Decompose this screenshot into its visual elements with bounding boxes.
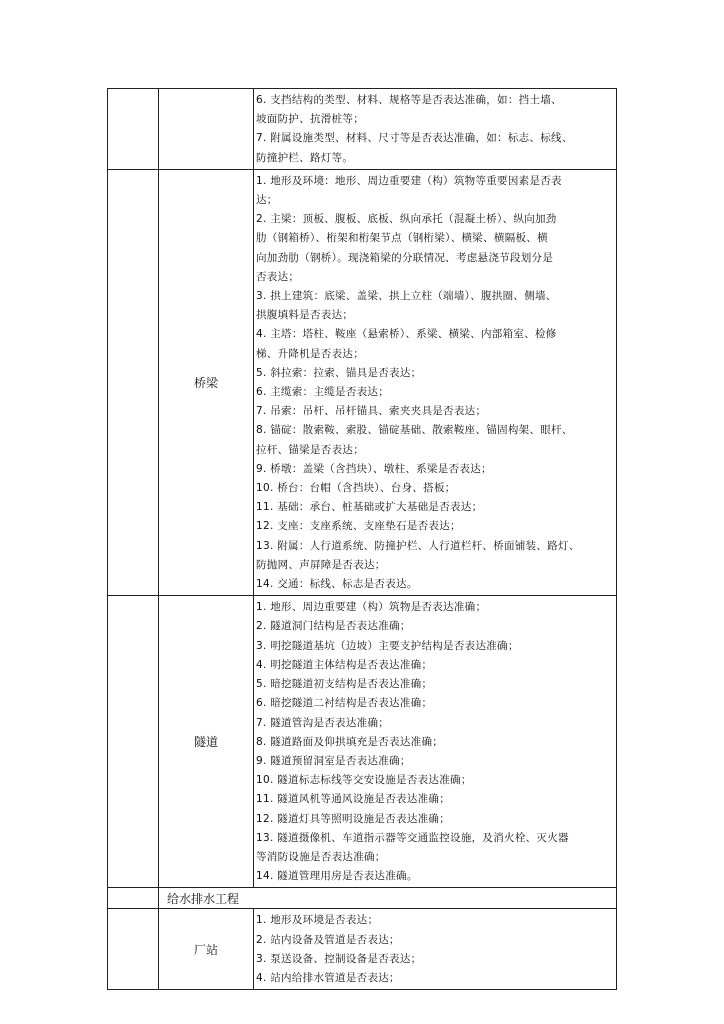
category-cell-station: 厂站 bbox=[159, 909, 254, 990]
empty-cell bbox=[108, 888, 159, 909]
criteria-cell bbox=[254, 596, 617, 888]
criteria-line: 1. 地形及环境是否表达； bbox=[256, 914, 379, 927]
criteria-line: 14. 交通：标线、标志是否表达。 bbox=[256, 578, 418, 591]
criteria-line: 2. 主梁：顶板、腹板、底板、纵向承托（混凝土桥）、纵向加劲 bbox=[256, 213, 557, 226]
criteria-line: 13. 附属：人行道系统、防撞护栏、人行道栏杆、桥面铺装、路灯、 bbox=[256, 539, 580, 552]
category-cell-bridge: 桥梁 bbox=[159, 169, 254, 595]
criteria-line: 向加劲肋（钢桥）。现浇箱梁的分联情况、考虑悬浇节段划分是 bbox=[256, 251, 554, 264]
criteria-line: 11. 基础：承台、桩基础或扩大基础是否表达； bbox=[256, 501, 483, 514]
criteria-line: 达； bbox=[256, 194, 278, 207]
criteria-line: 6. 支挡结构的类型、材料、规格等是否表达准确，如：挡土墙、 bbox=[256, 94, 562, 106]
review-criteria-table bbox=[107, 88, 617, 990]
criteria-line: 12. 支座：支座系统、支座垫石是否表达； bbox=[256, 520, 461, 533]
criteria-line: 8. 隧道路面及仰拱填充是否表达准确； bbox=[256, 735, 444, 748]
criteria-line: 3. 泵送设备、控制设备是否表达； bbox=[256, 952, 422, 965]
criteria-cell bbox=[254, 909, 617, 990]
criteria-line: 8. 锚碇：散索鞍、索股、锚碇基础、散索鞍座、锚固构架、眼杆、 bbox=[256, 424, 573, 437]
criteria-line: 7. 隧道管沟是否表达准确； bbox=[256, 716, 390, 729]
criteria-line: 3. 明挖隧道基坑（边坡）主要支护结构是否表达准确； bbox=[256, 639, 519, 652]
criteria-line: 5. 斜拉索：拉索、锚具是否表达； bbox=[256, 366, 422, 379]
criteria-line: 12. 隧道灯具等照明设施是否表达准确； bbox=[256, 812, 451, 825]
criteria-cell bbox=[254, 169, 617, 595]
criteria-line: 10. 桥台：台帽（含挡块）、台身、搭板； bbox=[256, 482, 456, 495]
criteria-line: 拉杆、锚梁是否表达； bbox=[256, 443, 364, 456]
criteria-line: 4. 明挖隧道主体结构是否表达准确； bbox=[256, 658, 433, 671]
criteria-line: 7. 附属设施类型、材料、尺寸等是否表达准确，如：标志、标线、 bbox=[256, 132, 573, 145]
empty-cell bbox=[108, 89, 159, 170]
criteria-line: 4. 站内给排水管道是否表达； bbox=[256, 971, 400, 984]
criteria-line: 9. 隧道预留洞室是否表达准确； bbox=[256, 754, 411, 767]
criteria-line: 防撞护栏、路灯等。 bbox=[256, 151, 354, 164]
table-row-section-water bbox=[108, 888, 617, 909]
criteria-line: 7. 吊索：吊杆、吊杆锚具、索夹夹具是否表达； bbox=[256, 405, 487, 418]
criteria-line: 10. 隧道标志标线等交安设施是否表达准确； bbox=[256, 774, 472, 787]
criteria-line: 14. 隧道管理用房是否表达准确。 bbox=[256, 870, 418, 883]
criteria-line: 11. 隧道风机等通风设施是否表达准确； bbox=[256, 793, 451, 806]
criteria-line: 4. 主塔：塔柱、鞍座（悬索桥）、系梁、横梁、内部箱室、检修 bbox=[256, 328, 557, 341]
criteria-line: 2. 站内设备及管道是否表达； bbox=[256, 933, 400, 946]
empty-cell bbox=[108, 169, 159, 595]
section-heading-water-drainage: 给水排水工程 bbox=[159, 888, 617, 909]
criteria-line: 防抛网、声屏障是否表达； bbox=[256, 558, 386, 571]
criteria-line: 1. 地形、周边重要建（构）筑物是否表达准确； bbox=[256, 601, 487, 614]
criteria-line: 2. 隧道洞门结构是否表达准确； bbox=[256, 620, 411, 633]
criteria-line: 9. 桥墩：盖梁（含挡块）、墩柱、系梁是否表达； bbox=[256, 462, 492, 475]
table-row-station bbox=[108, 909, 617, 990]
empty-cell bbox=[108, 909, 159, 990]
category-cell bbox=[159, 89, 254, 170]
table-row-tunnel bbox=[108, 596, 617, 888]
criteria-line: 6. 主缆索：主缆是否表达； bbox=[256, 386, 390, 399]
criteria-line: 3. 拱上建筑：底梁、盖梁、拱上立柱（端墙）、腹拱圈、侧墙、 bbox=[256, 290, 557, 303]
table-row-road-continued bbox=[108, 89, 617, 170]
criteria-line: 1. 地形及环境：地形、周边重要建（构）筑物等重要因素是否表 bbox=[256, 174, 562, 187]
table-row-bridge bbox=[108, 169, 617, 595]
criteria-line: 6. 暗挖隧道二衬结构是否表达准确； bbox=[256, 697, 433, 710]
criteria-line: 肋（钢箱桥）、桁架和桁架节点（钢桁梁）、横梁、横隔板、横 bbox=[256, 232, 548, 245]
criteria-line: 拱腹填料是否表达； bbox=[256, 309, 354, 322]
criteria-line: 坡面防护、抗滑桩等； bbox=[256, 113, 364, 126]
criteria-line: 否表达； bbox=[256, 270, 300, 283]
criteria-line: 5. 暗挖隧道初支结构是否表达准确； bbox=[256, 678, 433, 691]
criteria-cell bbox=[254, 89, 617, 170]
category-cell-tunnel: 隧道 bbox=[159, 596, 254, 888]
empty-cell bbox=[108, 596, 159, 888]
criteria-line: 梯、升降机是否表达； bbox=[256, 347, 364, 360]
criteria-line: 13. 隧道摄像机、车道指示器等交通监控设施，及消火栓、灭火器 bbox=[256, 831, 569, 844]
criteria-line: 等消防设施是否表达准确； bbox=[256, 850, 386, 863]
